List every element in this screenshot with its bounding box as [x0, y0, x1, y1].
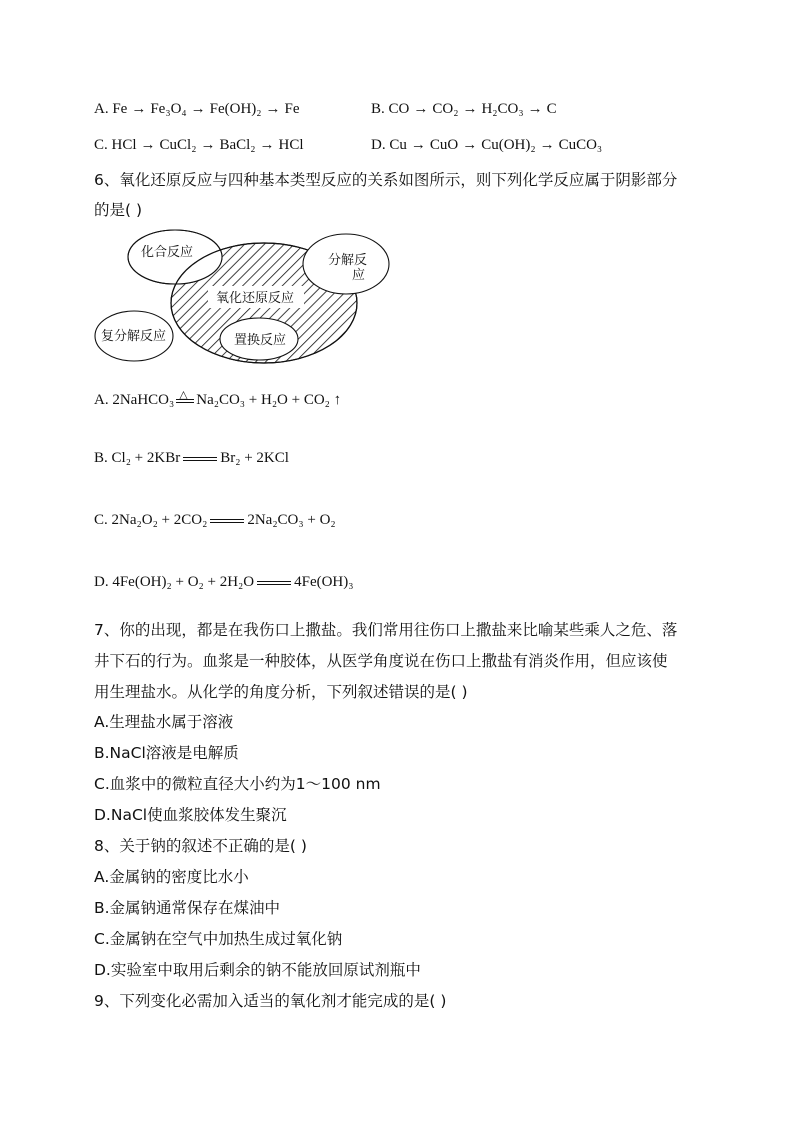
arrow-icon: → [539, 137, 555, 153]
q6-stem-line2: 的是( ) [94, 201, 143, 219]
chem-species: CO₂ [432, 101, 459, 117]
arrow-icon: → [527, 101, 543, 117]
q8-option-a: A.金属钠的密度比水小 [94, 868, 249, 886]
arrow-icon: → [140, 137, 156, 153]
chem-species: CuCO₃ [558, 137, 603, 153]
equation-rhs: Br₂ + 2KCl [220, 450, 289, 466]
equation-lhs: 4Fe(OH)₂ + O₂ + 2H₂O [112, 574, 255, 590]
q6-option-a [94, 390, 341, 410]
option-label: B. [371, 101, 385, 117]
q5-option-a [94, 99, 300, 119]
chem-species: BaCl₂ [219, 137, 256, 153]
q8-option-c: C.金属钠在空气中加热生成过氧化钠 [94, 930, 343, 948]
q7-option-c: C.血浆中的微粒直径大小约为1～100 nm [94, 775, 381, 793]
q9-stem: 9、下列变化必需加入适当的氧化剂才能完成的是( ) [94, 992, 447, 1010]
equation-lhs: Cl₂ + 2KBr [111, 450, 181, 466]
q7-stem-line2: 井下石的行为。血浆是一种胶体，从医学角度说在伤口上撒盐有消炎作用，但应该使 [94, 652, 668, 670]
equals-sign-icon [257, 581, 291, 585]
chem-species: CuCl₂ [159, 137, 197, 153]
arrow-icon: → [259, 137, 275, 153]
chem-species: HCl [111, 137, 137, 153]
chem-species: Fe₃O₄ [150, 101, 187, 117]
equation-lhs: 2NaHCO₃ [112, 392, 175, 408]
q6-option-b [94, 448, 289, 468]
arrow-icon: → [200, 137, 216, 153]
option-label: B. [94, 450, 108, 466]
arrow-icon: → [131, 101, 147, 117]
q5-option-c [94, 135, 304, 155]
chem-species: CO [388, 101, 410, 117]
chem-species: Fe [284, 101, 300, 117]
chem-species: H₂CO₃ [481, 101, 524, 117]
q7-option-b: B.NaCl溶液是电解质 [94, 744, 239, 762]
arrow-icon: → [190, 101, 206, 117]
q6-stem-line1: 6、氧化还原反应与四种基本类型反应的关系如图所示，则下列化学反应属于阴影部分 [94, 171, 678, 189]
chem-species: Cu(OH)₂ [481, 137, 536, 153]
chem-species: C [546, 101, 557, 117]
label-decomposition-1: 分解反 [328, 253, 368, 268]
chem-species: Fe [112, 101, 128, 117]
option-label: A. [94, 392, 109, 408]
option-label: C. [94, 512, 108, 528]
label-decomposition-2: 应 [352, 268, 366, 283]
option-label: C. [94, 137, 108, 153]
label-combination: 化合反应 [141, 245, 194, 260]
q5-option-b [371, 99, 557, 119]
reaction-relationship-diagram [94, 226, 394, 368]
equation-rhs: 4Fe(OH)₃ [294, 574, 354, 590]
q6-option-d [94, 572, 354, 592]
chem-species: HCl [278, 137, 304, 153]
equals-sign-icon [183, 457, 217, 461]
q8-stem: 8、关于钠的叙述不正确的是( ) [94, 837, 307, 855]
q8-option-d: D.实验室中取用后剩余的钠不能放回原试剂瓶中 [94, 961, 421, 979]
q7-option-d: D.NaCl使血浆胶体发生聚沉 [94, 806, 287, 824]
equals-sign-icon [210, 519, 244, 523]
label-displacement: 置换反应 [234, 333, 287, 348]
arrow-icon: → [462, 137, 478, 153]
equation-lhs: 2Na₂O₂ + 2CO₂ [111, 512, 208, 528]
arrow-icon: → [462, 101, 478, 117]
label-double-decomposition: 复分解反应 [101, 329, 167, 344]
q8-option-b: B.金属钠通常保存在煤油中 [94, 899, 281, 917]
chem-species: Cu [389, 137, 407, 153]
arrow-icon: → [413, 101, 429, 117]
arrow-icon: → [265, 101, 281, 117]
option-label: A. [94, 101, 109, 117]
heat-condition-icon [176, 388, 194, 408]
option-label: D. [94, 574, 109, 590]
chem-species: Fe(OH)₂ [209, 101, 262, 117]
arrow-icon: → [410, 137, 426, 153]
q7-option-a: A.生理盐水属于溶液 [94, 713, 234, 731]
option-label: D. [371, 137, 386, 153]
q7-stem-line3: 用生理盐水。从化学的角度分析，下列叙述错误的是( ) [94, 683, 468, 701]
q6-option-c [94, 510, 336, 530]
q7-stem-line1: 7、你的出现，都是在我伤口上撒盐。我们常用往伤口上撒盐来比喻某些乘人之危、落 [94, 621, 678, 639]
heat-icon: △ [179, 388, 188, 401]
label-redox: 氧化还原反应 [216, 291, 295, 306]
equation-rhs: 2Na₂CO₃ + O₂ [247, 512, 336, 528]
chem-species: CuO [429, 137, 459, 153]
q5-option-d [371, 135, 602, 155]
equation-rhs: Na₂CO₃ + H₂O + CO₂ ↑ [196, 392, 342, 408]
